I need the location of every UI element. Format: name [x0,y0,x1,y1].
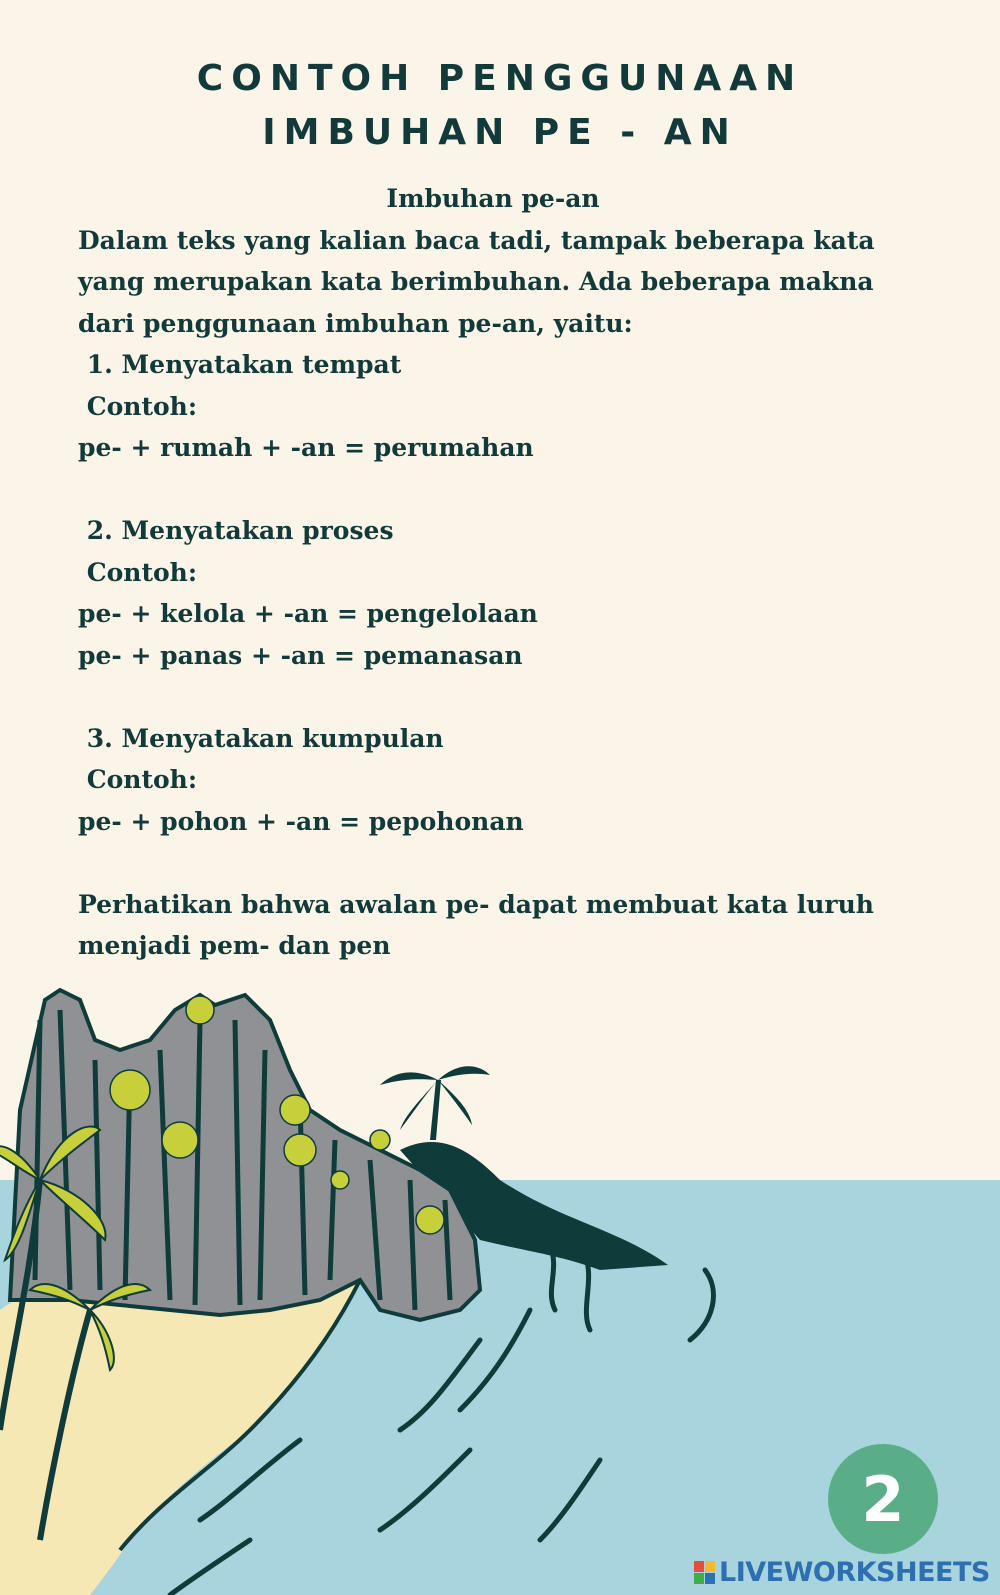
section-2-example-1: pe- + kelola + -an = pengelolaan [78,599,538,628]
section-3-example-1: pe- + pohon + -an = pepohonan [78,806,524,836]
section-2-example-label: Contoh: [78,557,198,587]
title-line-2: IMBUHAN PE - AN [262,112,738,153]
section-3-example-label: Contoh: [78,765,198,794]
brand-text: LIVEWORKSHEETS [719,1556,990,1588]
title-line-1: CONTOH PENGGUNAAN [196,58,804,99]
section-2-example-2: pe- + panas + -an = pemanasan [78,640,523,670]
palm-tree-right [380,1066,490,1140]
page-number-badge: 2 [828,1444,938,1554]
note-paragraph: Perhatikan bahwa awalan pe- dapat membuat kata luruh menjadi pem- dan pen [78,889,874,960]
intro-paragraph: Dalam teks yang kalian baca tadi, tampak beberapa kata yang merupakan kata berimbuhan. Ada beberapa makna dari penggunaan imbuhan pe-an, yaitu: [78,225,875,338]
section-1-heading: 1. Menyatakan tempat [78,350,402,379]
page-title [0,52,1000,160]
section-2-heading: 2. Menyatakan proses [78,516,394,545]
liveworksheets-icon [694,1561,715,1584]
content-body [78,178,948,967]
section-1-example-1: pe- + rumah + -an = perumahan [78,433,534,462]
section-1-example-label: Contoh: [78,391,198,421]
subheading: Imbuhan pe-an [386,184,600,213]
section-3-heading: 3. Menyatakan kumpulan [78,723,444,753]
liveworksheets-logo [694,1555,990,1589]
